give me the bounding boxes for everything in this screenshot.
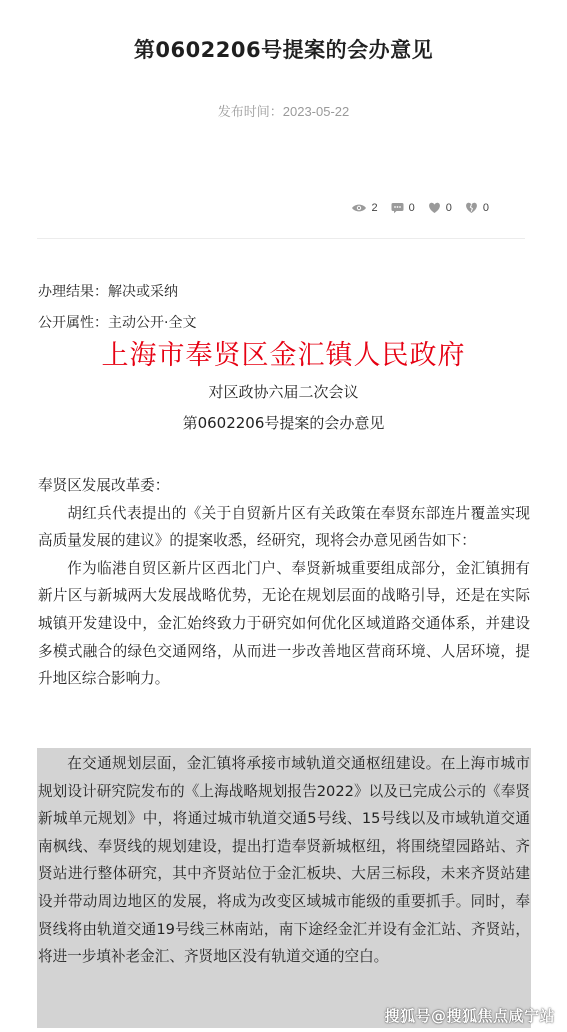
views-count: 2 [371, 202, 378, 214]
views-stat[interactable] [351, 202, 378, 214]
stats-row [351, 202, 490, 214]
paragraph-1: 胡红兵代表提出的《关于自贸新片区有关政策在奉贤东部连片覆盖实现高质量发展的建议》的提案收悉，经研究，现将会办意见函告如下： [38, 504, 530, 550]
document-body [38, 472, 530, 693]
highlighted-paragraph [38, 750, 530, 971]
issuer-heading: 上海市奉贤区金汇镇人民政府 [101, 340, 466, 371]
likes-count: 0 [445, 202, 452, 214]
document-subtitle-1: 对区政协六届二次会议 [208, 383, 359, 401]
meta-result: 办理结果：解决或采纳 [38, 284, 178, 300]
likes-stat[interactable] [428, 202, 452, 214]
comments-count: 0 [408, 202, 415, 214]
broken-heart-icon [465, 202, 478, 214]
comment-icon [391, 202, 404, 214]
source-watermark: 搜狐号@搜狐焦点咸宁站 [384, 1007, 555, 1025]
eye-icon [351, 203, 367, 213]
paragraph-2: 作为临港自贸区新片区西北门户、奉贤新城重要组成部分，金汇镇拥有新片区与新城两大发展战略优势，无论在规划层面的战略引导，还是在实际城镇开发建设中，金汇始终致力于研究如何优化区域道路交通体系，并建设多模式融合的绿色交通网络，从而进一步改善地区营商环境、人居环境，提升地区综合影响力。 [38, 559, 530, 688]
document-subtitle-2: 第0602206号提案的会办意见 [182, 414, 385, 432]
dislikes-count: 0 [482, 202, 489, 214]
publish-time: 发布时间：2023-05-22 [217, 104, 350, 119]
comments-stat[interactable] [391, 202, 415, 214]
dislikes-stat[interactable] [465, 202, 489, 214]
paragraph-3: 在交通规划层面，金汇镇将承接市域轨道交通枢纽建设。在上海市城市规划设计研究院发布的《上海战略规划报告2022》以及已完成公示的《奉贤新城单元规划》中，将通过城市轨道交通5号线、15号线以及市域轨道交通南枫线、奉贤线的规划建设，提出打造奉贤新城枢纽，将围绕望园路站、齐贤站进行整体研究，其中齐贤站位于金汇板块、大居三标段，未来齐贤站建设并带动周边地区的发展，将成为改变区域城市能级的重要抓手。同时，奉贤线将由轨道交通19号线三林南站，南下途经金汇并设有金汇站、齐贤站，将进一步填补老金汇、齐贤地区没有轨道交通的空白。 [38, 755, 530, 966]
divider [37, 238, 525, 239]
heart-icon [428, 202, 441, 214]
salutation: 奉贤区发展改革委： [38, 477, 170, 494]
meta-disclosure: 公开属性：主动公开·全文 [38, 315, 197, 331]
article-title: 第0602206号提案的会办意见 [133, 38, 434, 62]
